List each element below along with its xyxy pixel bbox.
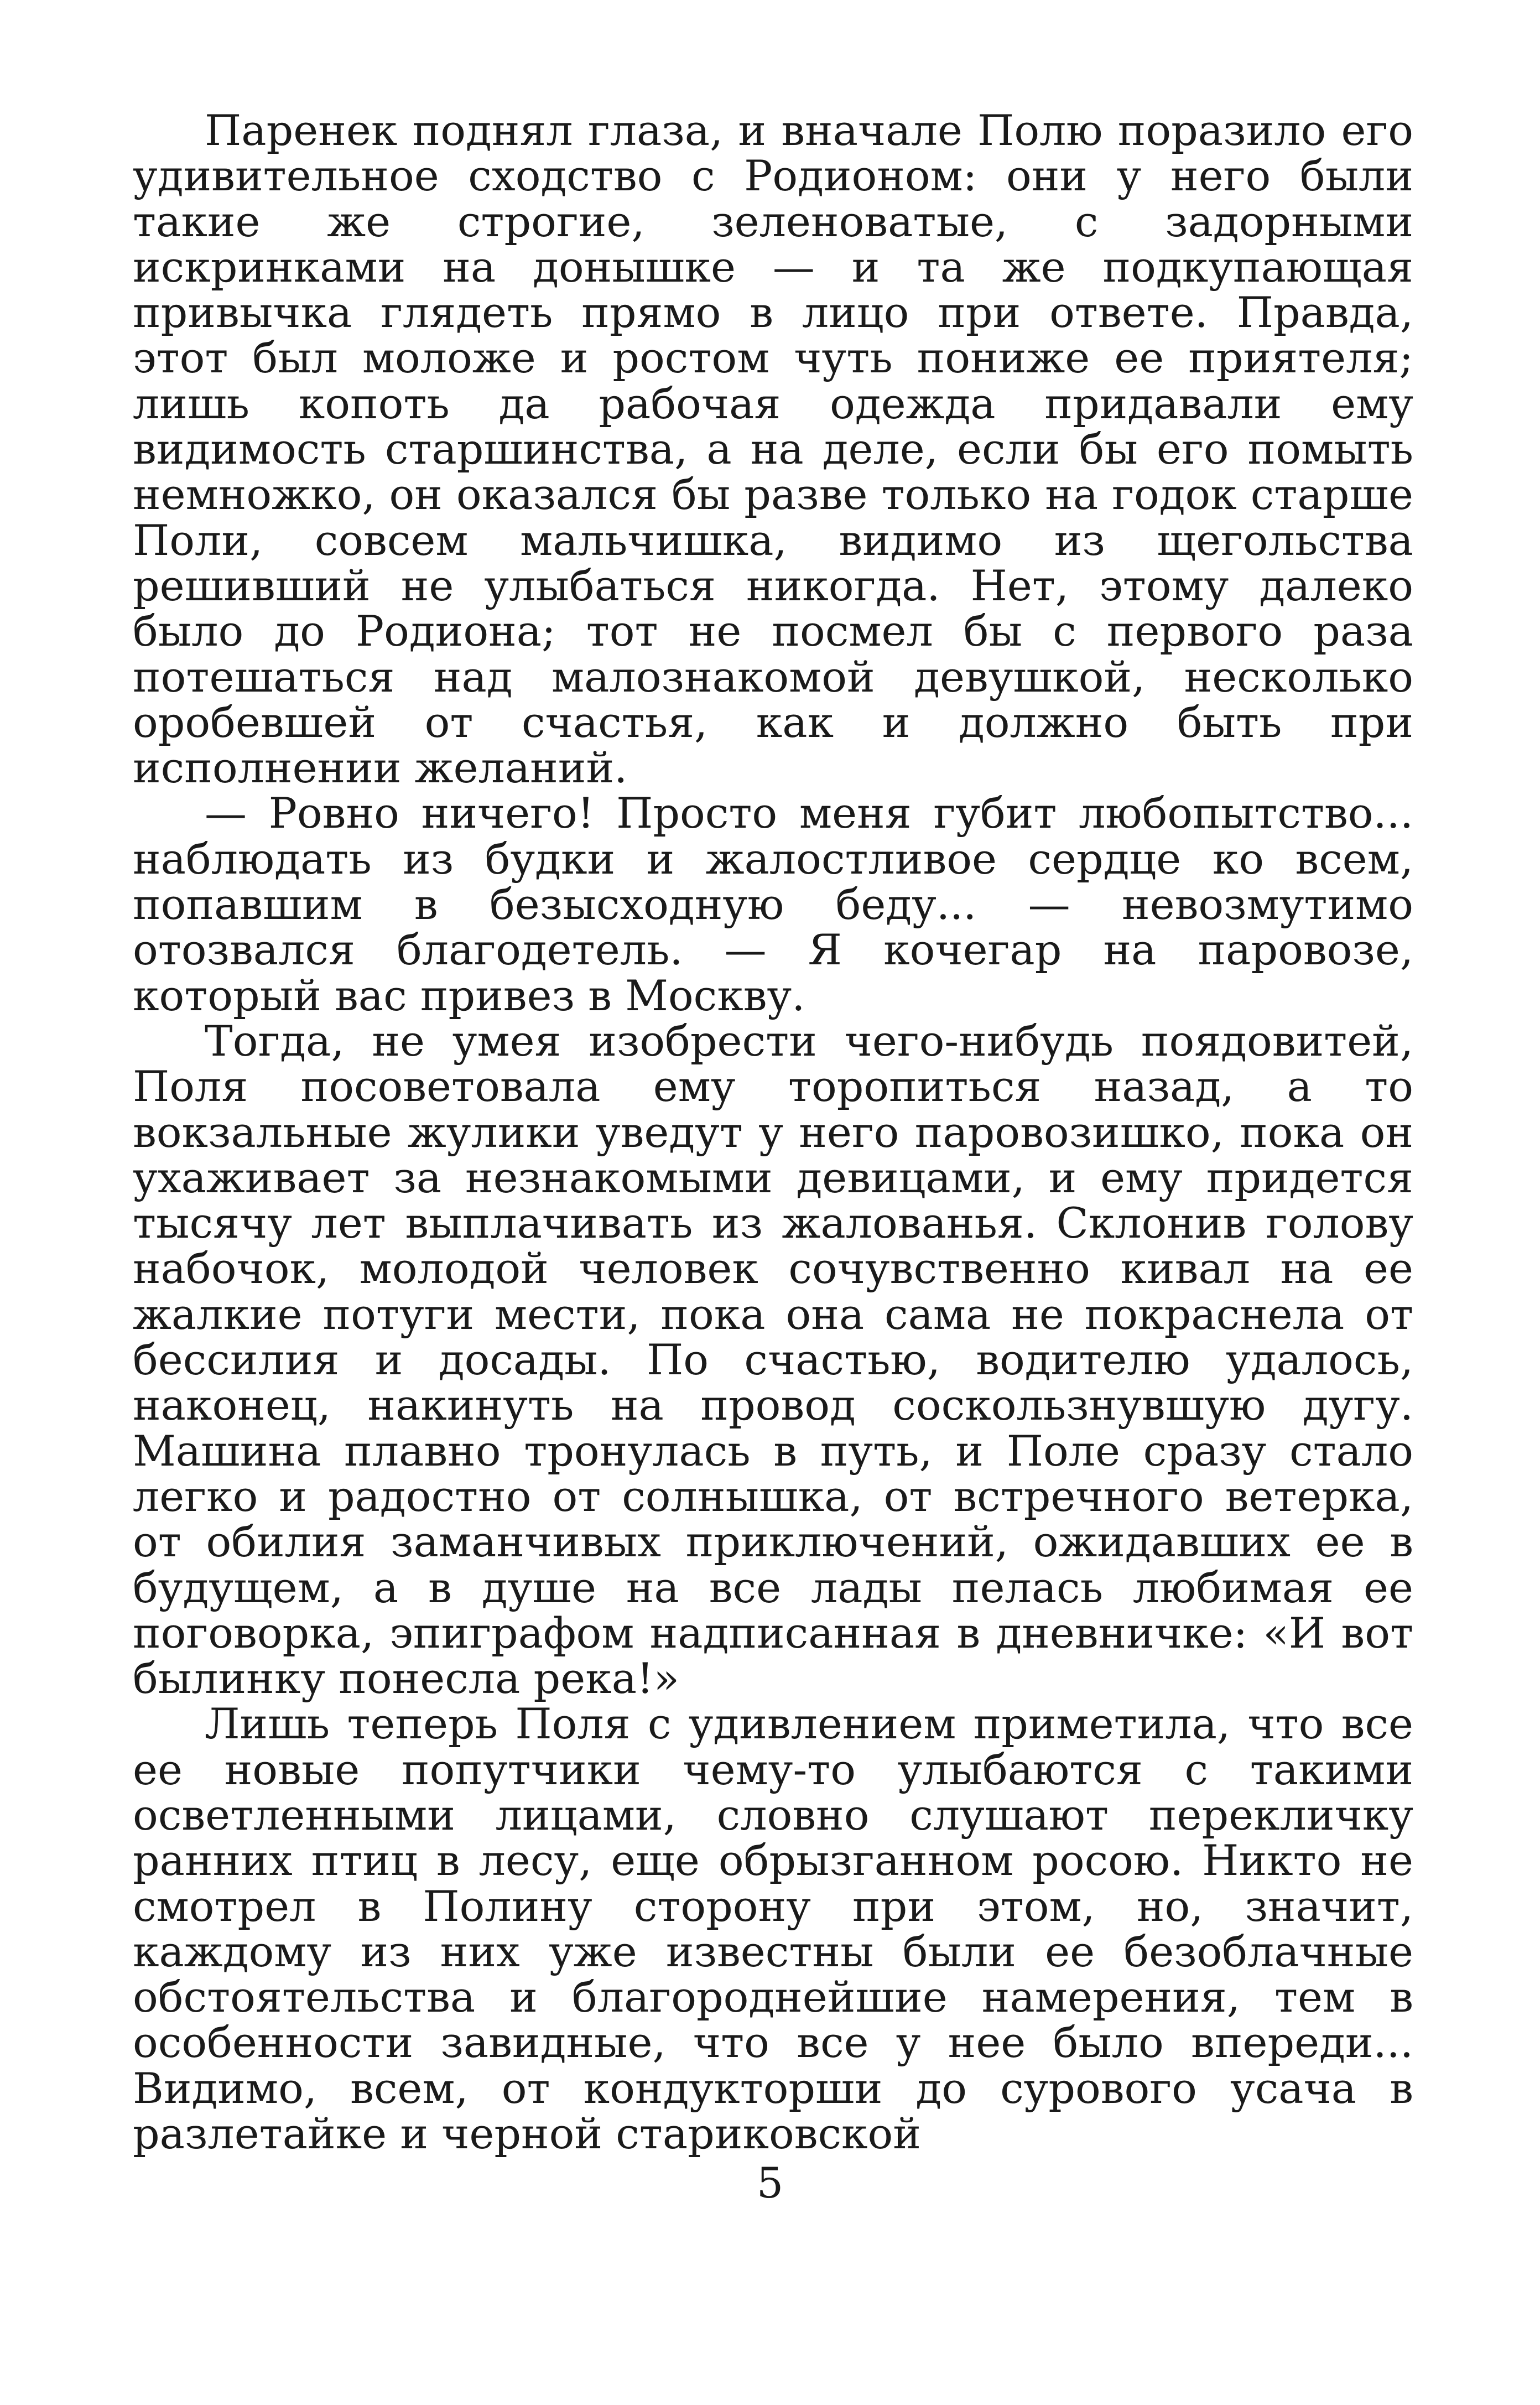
- paragraph-4: Лишь теперь Поля с удивлением приметила, что все ее новые попутчики чему-то улыбаются с такими осветленными лицами, словно слушают перекличку ранних птиц в лесу, еще обрызганном росою. Никто не смотрел в Полину сторону при этом, но, значит, каждому из них уже известны были ее безоблачные обстоятельства и благороднейшие намерения, тем в особенности завидные, что все у нее было впереди... Видимо, всем, от кондукторши до сурового усача в разлетайке и черной стариковской: [133, 1699, 1413, 2159]
- body-text: [133, 108, 1413, 2157]
- paragraph-2: — Ровно ничего! Просто меня губит любопытство... наблюдать из будки и жалостливое сердце ко всем, попавшим в безысходную беду... — невозмутимо отозвался благодетель. — Я кочегар на паровозе, который вас привез в Москву.: [133, 788, 1413, 1020]
- paragraph-1: Паренек поднял глаза, и вначале Полю поразило его удивительное сходство с Родионом: они у него были такие же строгие, зеленоватые, с задорными искринками на донышке — и та же подкупающая привычка глядеть прямо в лицо при ответе. Правда, этот был моложе и ростом чуть пониже ее приятеля; лишь копоть да рабочая одежда придавали ему видимость старшинства, а на деле, если бы его помыть немножко, он оказался бы разве только на годок старше Поли, совсем мальчишка, видимо из щегольства решивший не улыбаться никогда. Нет, этому далеко было до Родиона; тот не посмел бы с первого раза потешаться над малознакомой девушкой, несколько оробевшей от счастья, как и должно быть при исполнении желаний.: [133, 106, 1413, 793]
- page-number: 5: [756, 2158, 784, 2207]
- paragraph-3: Тогда, не умея изобрести чего-нибудь поядовитей, Поля посоветовала ему торопиться назад, а то вокзальные жулики уведут у него паровозишко, пока он ухаживает за незнакомыми девицами, и ему придется тысячу лет выплачивать из жалованья. Склонив голову набочок, молодой человек сочувственно кивал на ее жалкие потуги мести, пока она сама не покраснела от бессилия и досады. По счастью, водителю удалось, наконец, накинуть на провод соскользнувшую дугу. Машина плавно тронулась в путь, и Поле сразу стало легко и радостно от солнышка, от встречного ветерка, от обилия заманчивых приключений, ожидавших ее в будущем, а в душе на все лады пелась любимая ее поговорка, эпиграфом надписанная в дневничке: «И вот былинку понесла река!»: [133, 1016, 1413, 1703]
